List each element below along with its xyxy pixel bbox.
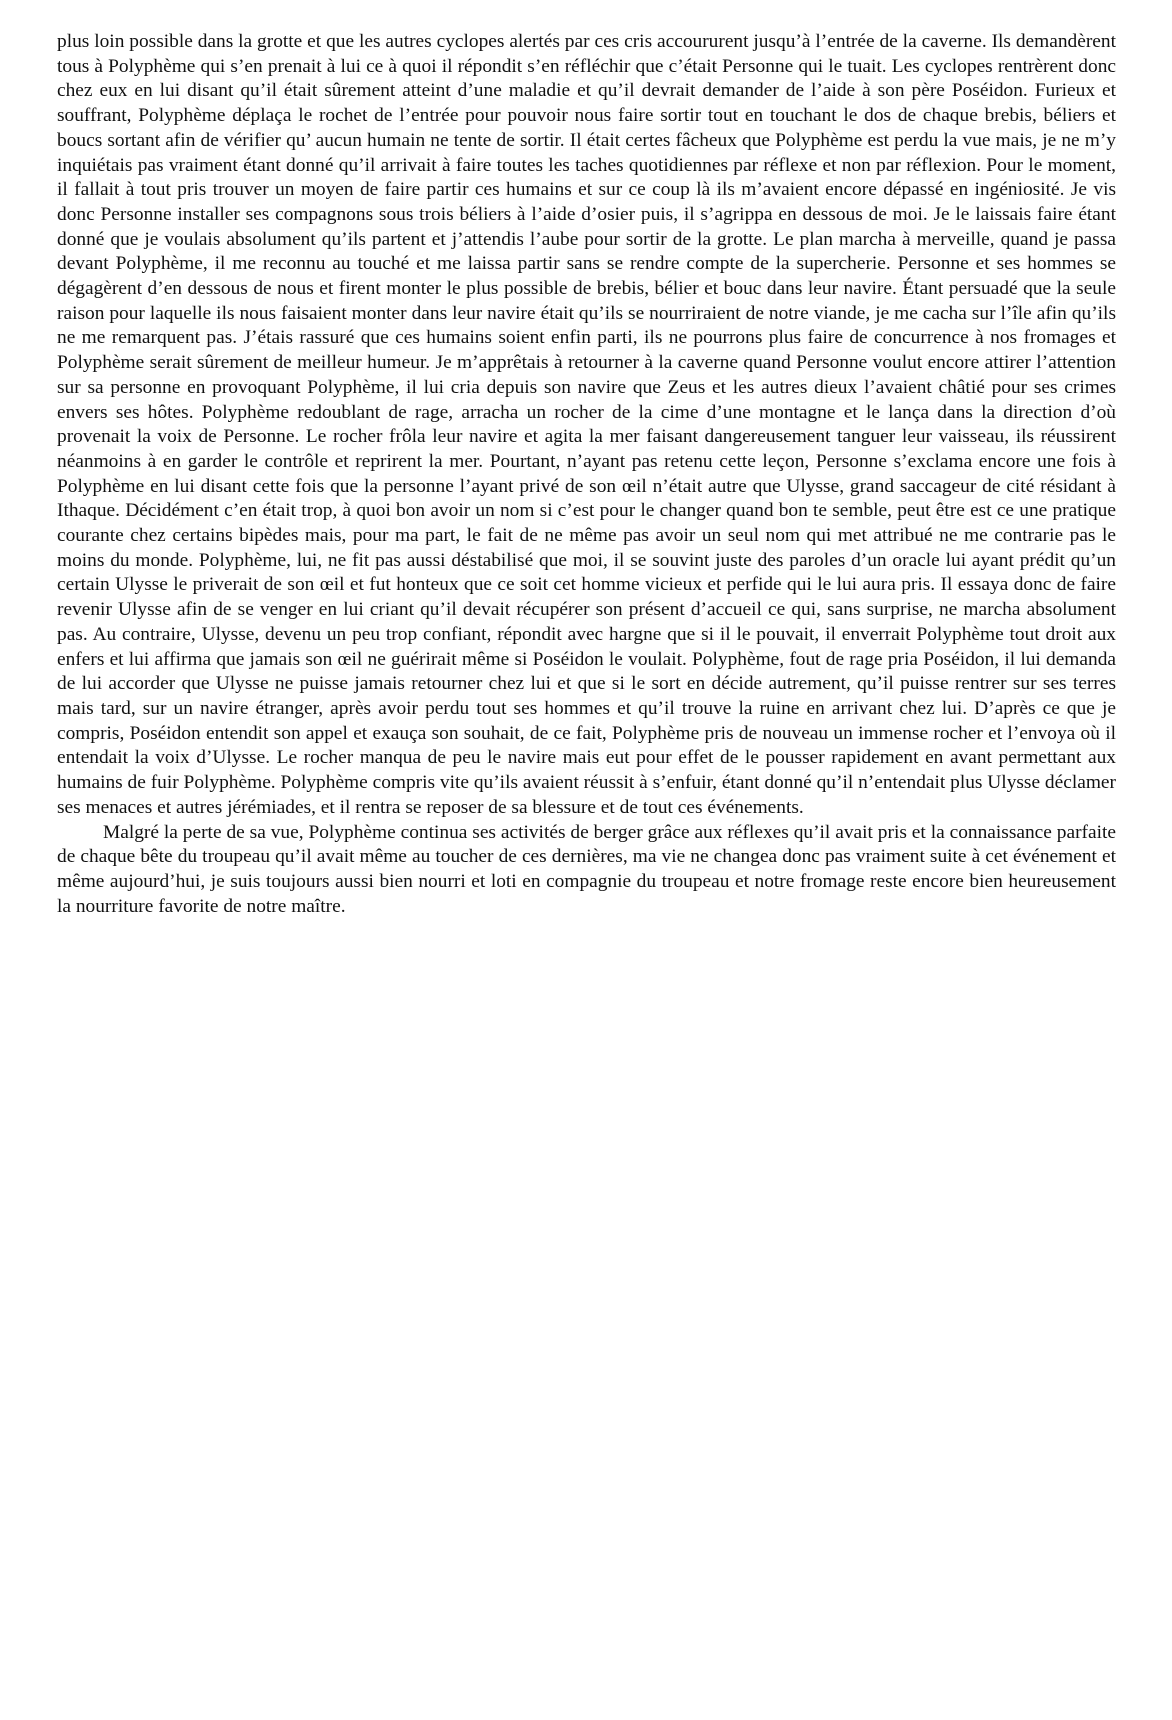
paragraph-continuation: plus loin possible dans la grotte et que les autres cyclopes alertés par ces cris accoururent jusqu’à l’entrée de la caverne. Ils demandèrent tous à Polyphème qui s’en prenait à lui ce à quoi il répondit s’en réfléchir que c’était Personne qui le tuait. Les cyclopes rentrèrent donc chez eux en lui disant qu’il était sûrement atteint d’une maladie et qu’il devrait demander de l’aide à son père Poséidon. Furieux et souffrant, Polyphème déplaça le rochet de l’entrée pour pouvoir nous faire sortir tout en touchant le dos de chaque brebis, béliers et boucs sortant afin de vérifier qu’ aucun humain ne tente de sortir. Il était certes fâcheux que Polyphème est perdu la vue mais, je ne m’y inquiétais pas vraiment étant donné qu’il arrivait à faire toutes les taches quotidiennes par réflexe et non par réflexion. Pour le moment, il fallait à tout pris trouver un moyen de faire partir ces humains et sur ce coup là ils m’avaient encore dépassé en ingéniosité. Je vis donc Personne installer ses compagnons sous trois béliers à l’aide d’osier puis, il s’agrippa en dessous de moi. Je le laissais faire étant donné que je voulais absolument qu’ils partent et j’attendis l’aube pour sortir de la grotte. Le plan marcha à merveille, quand je passa devant Polyphème, il me reconnu au touché et me laissa partir sans se rendre compte de la supercherie. Personne et ses hommes se dégagèrent d’en dessous de nous et firent monter le plus possible de brebis, bélier et bouc dans leur navire. Étant persuadé que la seule raison pour laquelle ils nous faisaient monter dans leur navire était qu’ils se nourriraient de notre viande, je me cacha sur l’île afin qu’ils ne me remarquent pas. J’étais rassuré que ces humains soient enfin parti, ils ne pourrons plus faire de concurrence à nos fromages et Polyphème serait sûrement de meilleur humeur. Je m’apprêtais à retourner à la caverne quand Personne voulut encore attirer l’attention sur sa personne en provoquant Polyphème, il lui cria depuis son navire que Zeus et les autres dieux l’avaient châtié pour ses crimes envers ses hôtes. Polyphème redoublant de rage, arracha un rocher de la cime d’une montagne et le lança dans la direction d’où provenait la voix de Personne. Le rocher frôla leur navire et agita la mer faisant dangereusement tanguer leur vaisseau, ils réussirent néanmoins à en garder le contrôle et reprirent la mer. Pourtant, n’ayant pas retenu cette leçon, Personne s’exclama encore une fois à Polyphème en lui disant cette fois que la personne l’ayant privé de son œil n’était autre que Ulysse, grand saccageur de cité résidant à Ithaque. Décidément c’en était trop, à quoi bon avoir un nom si c’est pour le changer quand bon te semble, peut être est ce une pratique courante chez certains bipèdes mais, pour ma part, le fait de ne même pas avoir un seul nom qui met attribué ne me contrarie pas le moins du monde. Polyphème, lui, ne fit pas aussi déstabilisé que moi, il se souvint juste des paroles d’un oracle lui ayant prédit qu’un certain Ulysse le priverait de son œil et fut honteux que ce soit cet homme vicieux et perfide qui le lui aura pris. Il essaya donc de faire revenir Ulysse afin de se venger en lui criant qu’il devait récupérer son présent d’accueil ce qui, sans surprise, ne marcha absolument pas. Au contraire, Ulysse, devenu un peu trop confiant, répondit avec hargne que si il le pouvait, il enverrait Polyphème tout droit aux enfers et lui affirma que jamais son œil ne guérirait même si Poséidon le voulait. Polyphème, fout de rage pria Poséidon, il lui demanda de lui accorder que Ulysse ne puisse jamais retourner chez lui et que si le sort en décide autrement, qu’il puisse rentrer sur ses terres mais tard, sur un navire étranger, après avoir perdu tout ses hommes et qu’il trouve la ruine en arrivant chez lui. D’après ce que je compris, Poséidon entendit son appel et exauça son souhait, de ce fait, Polyphème pris de nouveau un immense rocher et l’envoya où il entendait la voix d’Ulysse. Le rocher manqua de peu le navire mais eut pour effet de le pousser rapidement en avant permettant aux humains de fuir Polyphème. Polyphème compris vite qu’ils avaient réussit à s’enfuir, étant donné qu’il n’entendait plus Ulysse déclamer ses menaces et autres jérémiades, et il rentra se reposer de sa blessure et de tout ces événements. — [57, 31, 1116, 818]
paragraph-conclusion: Malgré la perte de sa vue, Polyphème continua ses activités de berger grâce aux réflexes qu’il avait pris et la connaissance parfaite de chaque bête du troupeau qu’il avait même au toucher de ces dernières, ma vie ne changea donc pas vraiment suite à cet événement et même aujourd’hui, je suis toujours aussi bien nourri et loti en compagnie du troupeau et notre fromage reste encore bien heureusement la nourriture favorite de notre maître. — [57, 821, 1116, 917]
document-page — [57, 30, 1116, 919]
